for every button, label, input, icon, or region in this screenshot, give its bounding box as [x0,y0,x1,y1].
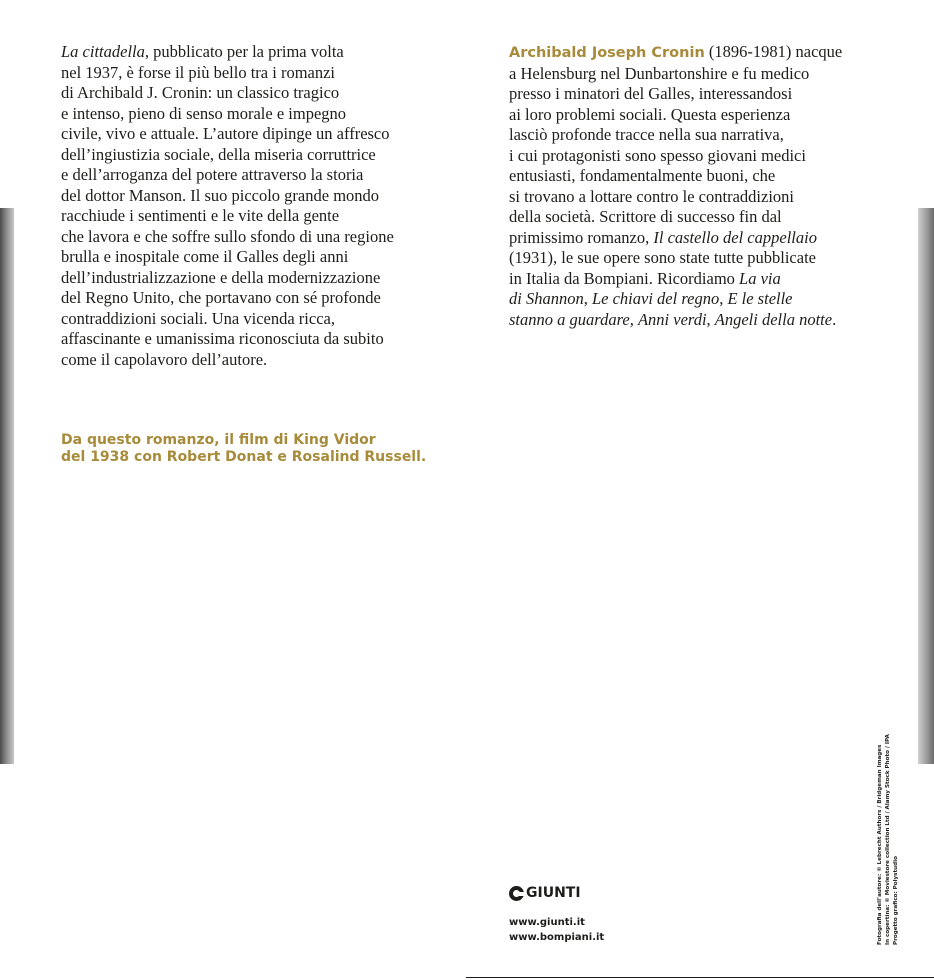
text-run: che lavora e che soffre sullo sfondo di una regione [61,226,394,246]
photo-credits [876,725,900,945]
text-run: affascinante e umanissima riconosciuta da subito [61,329,384,348]
giunti-g-icon [509,886,524,901]
text-run: , [583,289,592,308]
credit-line: Progetto grafico: Polystudio [893,856,899,945]
text-run: (1931), le sue opere sono state tutte pubblicate [509,248,816,267]
italic-title: La cittadella [61,42,145,61]
italic-title: Angeli della notte [714,309,833,329]
synopsis-line [61,165,441,186]
text-run: del Regno Unito, che portavano con sé profonde [61,288,381,307]
film-note [61,432,461,466]
text-run: entusiasti, fondamentalmente buoni, che [509,166,776,185]
text-run: , [706,309,715,329]
bio-line [509,187,889,208]
text-run: brulla e inospitale come il Galles degli anni [61,247,349,266]
text-run: a Helensburg nel Dunbartonshire e fu medico [509,63,810,83]
film-note-line: del 1938 con Robert Donat e Rosalind Russell. [61,449,427,465]
bio-line [509,125,889,146]
bio-line [509,166,889,187]
text-run: ai loro problemi sociali. Questa esperienza [509,104,791,124]
film-note-line: Da questo romanzo, il film di King Vidor [61,432,376,448]
italic-title: Anni verdi [637,309,707,329]
text-run: . [832,309,837,329]
text-run: di Archibald J. Cronin: un classico tragico [61,83,340,102]
url-bompiani[interactable]: www.bompiani.it [509,932,605,943]
synopsis-line [61,288,441,309]
author-name: Archibald Joseph Cronin [509,45,705,61]
text-run: in Italia da Bompiani. Ricordiamo [509,268,740,288]
bio-line [509,228,889,249]
italic-title: stanno a guardare [509,309,630,329]
italic-title: Le chiavi del regno, E le stelle [591,289,793,308]
author-bio-text [509,42,889,330]
text-run: dell’ingiustizia sociale, della miseria corruttrice [61,144,376,164]
synopsis-line [61,350,441,371]
text-run: civile, vivo e attuale. L’autore dipinge un affresco [61,124,390,143]
url-giunti[interactable]: www.giunti.it [509,917,585,928]
bio-line [509,146,889,167]
text-run: , pubblicato per la prima volta [144,42,344,61]
synopsis-line [61,227,441,248]
text-run: si trovano a lottare contro le contraddizioni [509,186,794,206]
bio-line [509,64,889,85]
bio-line [509,310,889,331]
bio-line [509,84,889,105]
publisher-name: GIUNTI [526,885,581,901]
credit-line: In copertina: © Moviestore collection Ltd / Alamy Stock Photo / IPA [885,734,891,945]
synopsis-line [61,247,441,268]
bio-line [509,207,889,228]
synopsis-line [61,309,441,330]
text-run: i cui protagonisti sono spesso giovani medici [509,145,806,165]
publisher-logo [509,885,581,901]
text-run: del dottor Manson. Il suo piccolo grande mondo [61,185,380,205]
bio-line [509,289,889,310]
text-run: dell’industrializzazione e della modernizzazione [61,267,381,287]
text-run: (1896-1981) nacque [704,42,843,61]
text-run: nel 1937, è forse il più bello tra i romanzi [61,62,336,82]
text-run: presso i minatori del Galles, interessandosi [509,84,793,103]
text-run: , [629,309,638,329]
text-run: contraddizioni sociali. Una vicenda ricca, [61,308,335,328]
synopsis-line [61,42,441,63]
bio-line [509,42,889,64]
text-run: della società. Scrittore di successo fin dal [509,207,782,226]
text-run: lasciò profonde tracce nella sua narrativa, [509,125,784,144]
text-run: e dell’arroganza del potere attraverso la storia [61,165,364,184]
cover-photo-edge-right [918,208,934,764]
synopsis-line [61,329,441,350]
synopsis-line [61,83,441,104]
text-run: come il capolavoro dell’autore. [61,349,268,369]
text-run: racchiude i sentimenti e le vite della gente [61,206,340,225]
synopsis-line [61,104,441,125]
credit-line: Fotografia dell’autore: © Lebrecht Authors / Bridgeman Images [877,744,883,945]
synopsis-line [61,63,441,84]
synopsis-text [61,42,441,370]
text-run: primissimo romanzo, [509,227,654,247]
synopsis-line [61,206,441,227]
synopsis-line [61,186,441,207]
text-run: e intenso, pieno di senso morale e impegno [61,103,347,123]
synopsis-line [61,124,441,145]
italic-title: La via [739,268,781,288]
bottom-rule [466,977,934,978]
synopsis-line [61,268,441,289]
bio-line [509,248,889,269]
bio-line [509,105,889,126]
italic-title: Il castello del cappellaio [653,227,817,247]
cover-photo-edge-left [0,208,14,764]
bio-line [509,269,889,290]
italic-title: di Shannon [509,289,584,308]
synopsis-line [61,145,441,166]
publisher-urls [509,915,604,945]
